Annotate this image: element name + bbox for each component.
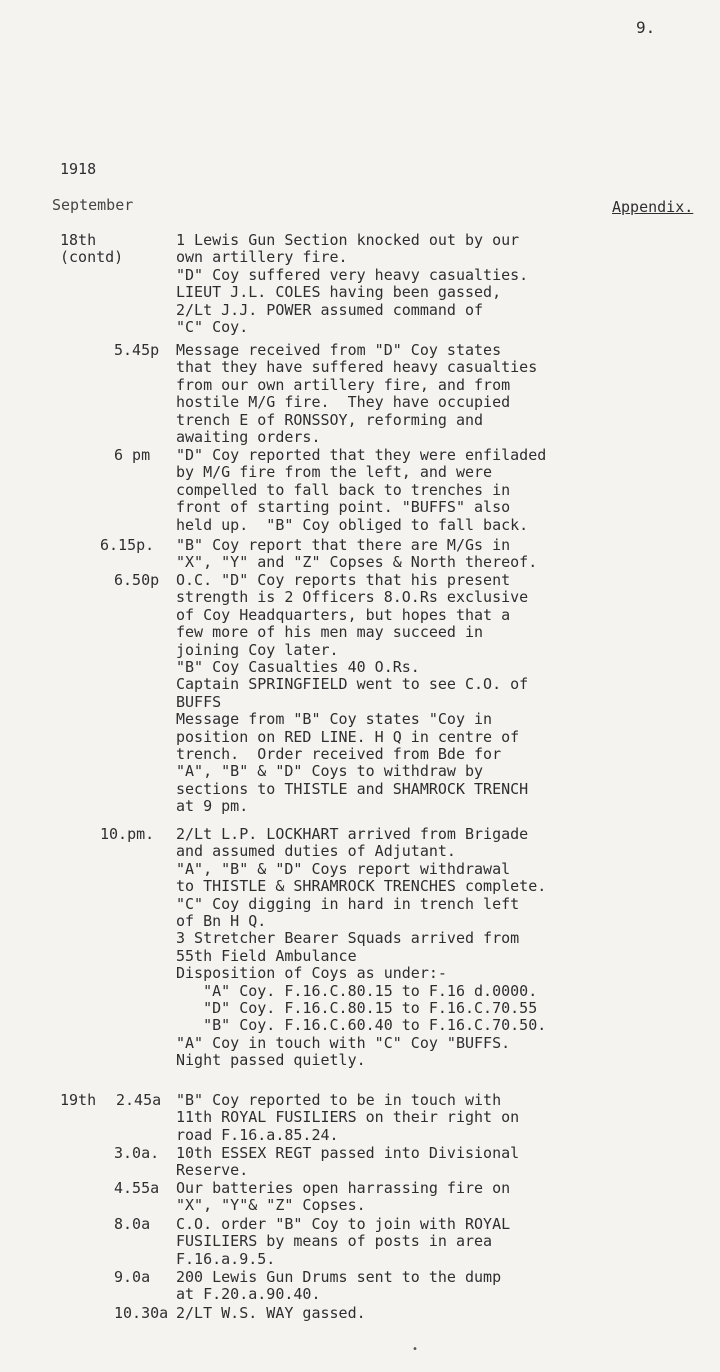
entry-line: road F.16.a.85.24. — [176, 1125, 339, 1144]
entry-line: "B" Coy. F.16.C.60.40 to F.16.C.70.50. — [176, 1016, 547, 1035]
entry-line: "C" Coy digging in hard in trench left — [176, 894, 520, 913]
entry-line: held up. "B" Coy obliged to fall back. — [176, 515, 529, 534]
entry-time: 6.50p — [114, 571, 160, 589]
entry-line: Message from "B" Coy states "Coy in — [176, 710, 493, 729]
entry-line: "A", "B" & "D" Coys report withdrawal — [176, 859, 511, 878]
entry-line: Captain SPRINGFIELD went to see C.O. of — [176, 675, 529, 694]
entry-text — [176, 232, 528, 336]
entry-line: 2/Lt J.J. POWER assumed command of — [176, 300, 484, 319]
month-heading: September — [52, 196, 134, 214]
entry-line: "X", "Y" and "Z" Copses & North thereof. — [176, 553, 538, 572]
entry-line: FUSILIERS by means of posts in area — [176, 1232, 493, 1251]
entry-line: from our own artillery fire, and from — [176, 375, 511, 394]
entry-text — [176, 447, 546, 534]
entry-line: 200 Lewis Gun Drums sent to the dump — [176, 1268, 502, 1286]
page-mark: • — [412, 1344, 419, 1355]
entry-line: compelled to fall back to trenches in — [176, 480, 511, 499]
entry-line: "X", "Y"& "Z" Copses. — [176, 1196, 366, 1215]
entry-line: "B" Coy Casualties 40 O.Rs. — [176, 658, 420, 677]
entry-text — [176, 826, 546, 1070]
entry-line: of Bn H Q. — [176, 912, 267, 931]
entry-line: "D" Coy. F.16.C.80.15 to F.16.C.70.55 — [176, 999, 538, 1018]
entry-time: 8.0a — [114, 1215, 151, 1233]
entry-line: Our batteries open harrassing fire on — [176, 1179, 511, 1197]
entry-time: 3.0a. — [114, 1144, 160, 1162]
entry-line: "A", "B" & "D" Coys to withdraw by — [176, 762, 484, 781]
entry-line: "A" Coy. F.16.C.80.15 to F.16 d.0000. — [176, 981, 538, 1000]
entry-line: position on RED LINE. H Q in centre of — [176, 727, 520, 746]
entry-text — [176, 1305, 366, 1322]
entry-time: 5.45p — [114, 341, 160, 359]
entry-line: of Coy Headquarters, but hopes that a — [176, 605, 511, 624]
entry-line: Disposition of Coys as under:- — [176, 964, 447, 983]
entry-time: 6 pm — [114, 446, 151, 464]
entry-text — [176, 1180, 510, 1215]
entry-line: to THISTLE & SHRAMROCK TRENCHES complete. — [176, 877, 547, 896]
entry-time: 2.45a — [116, 1091, 162, 1109]
entry-line: "B" Coy report that there are M/Gs in — [176, 536, 511, 554]
entry-line: front of starting point. "BUFFS" also — [176, 498, 511, 517]
entry-line: joining Coy later. — [176, 640, 339, 659]
entry-time: 6.15p. — [100, 536, 155, 554]
entry-text — [176, 1269, 501, 1304]
entry-line: C.O. order "B" Coy to join with ROYAL — [176, 1215, 511, 1233]
entry-line: Reserve. — [176, 1161, 249, 1180]
entry-line: Night passed quietly. — [176, 1051, 366, 1070]
entry-time: 10.30a — [114, 1304, 169, 1322]
entry-line: sections to THISTLE and SHAMROCK TRENCH — [176, 779, 529, 798]
entry-line: Message received from "D" Coy states — [176, 341, 502, 359]
entry-line: strength is 2 Officers 8.O.Rs exclusive — [176, 588, 529, 607]
entry-line: and assumed duties of Adjutant. — [176, 842, 456, 861]
page-number: 9. — [636, 18, 656, 37]
entry-line: at F.20.a.90.40. — [176, 1285, 321, 1304]
entry-time: 4.55a — [114, 1179, 160, 1197]
entry-text — [176, 1216, 510, 1268]
year-heading: 1918 — [60, 160, 97, 178]
entry-line: 11th ROYAL FUSILIERS on their right on — [176, 1108, 520, 1127]
entry-line: by M/G fire from the left, and were — [176, 463, 493, 482]
entry-date: 19th — [60, 1091, 97, 1109]
entry-line: awaiting orders. — [176, 428, 321, 447]
entry-line: "A" Coy in touch with "C" Coy "BUFFS. — [176, 1033, 511, 1052]
entry-line: LIEUT J.L. COLES having been gassed, — [176, 283, 502, 302]
entry-line: "B" Coy reported to be in touch with — [176, 1091, 502, 1109]
entry-line: O.C. "D" Coy reports that his present — [176, 571, 511, 589]
entry-line: F.16.a.9.5. — [176, 1249, 276, 1268]
entry-text — [176, 1092, 519, 1144]
entry-line: 1 Lewis Gun Section knocked out by our — [176, 231, 520, 249]
entry-text — [176, 537, 537, 572]
entry-line: 55th Field Ambulance — [176, 946, 357, 965]
appendix-heading: Appendix. — [612, 198, 694, 216]
entry-line: at 9 pm. — [176, 797, 249, 816]
entry-line: "D" Coy reported that they were enfiladed — [176, 446, 547, 464]
entry-date: 18th (contd) — [60, 231, 124, 267]
entry-line: few more of his men may succeed in — [176, 623, 484, 642]
entry-text — [176, 342, 537, 446]
entry-line: BUFFS — [176, 692, 222, 711]
entry-line: 10th ESSEX REGT passed into Divisional — [176, 1144, 520, 1162]
entry-text — [176, 572, 528, 816]
entry-line: 2/LT W.S. WAY gassed. — [176, 1304, 366, 1322]
entry-line: hostile M/G fire. They have occupied — [176, 393, 511, 412]
entry-line: 3 Stretcher Bearer Squads arrived from — [176, 929, 520, 948]
entry-line: "C" Coy. — [176, 318, 249, 337]
entry-line: "D" Coy suffered very heavy casualties. — [176, 265, 529, 284]
entry-line: 2/Lt L.P. LOCKHART arrived from Brigade — [176, 825, 529, 843]
entry-text — [176, 1145, 519, 1180]
entry-time: 10.pm. — [100, 825, 155, 843]
entry-line: own artillery fire. — [176, 248, 348, 267]
entry-line: that they have suffered heavy casualties — [176, 358, 538, 377]
entry-time: 9.0a — [114, 1268, 151, 1286]
entry-line: trench. Order received from Bde for — [176, 745, 502, 764]
entry-line: trench E of RONSSOY, reforming and — [176, 410, 484, 429]
